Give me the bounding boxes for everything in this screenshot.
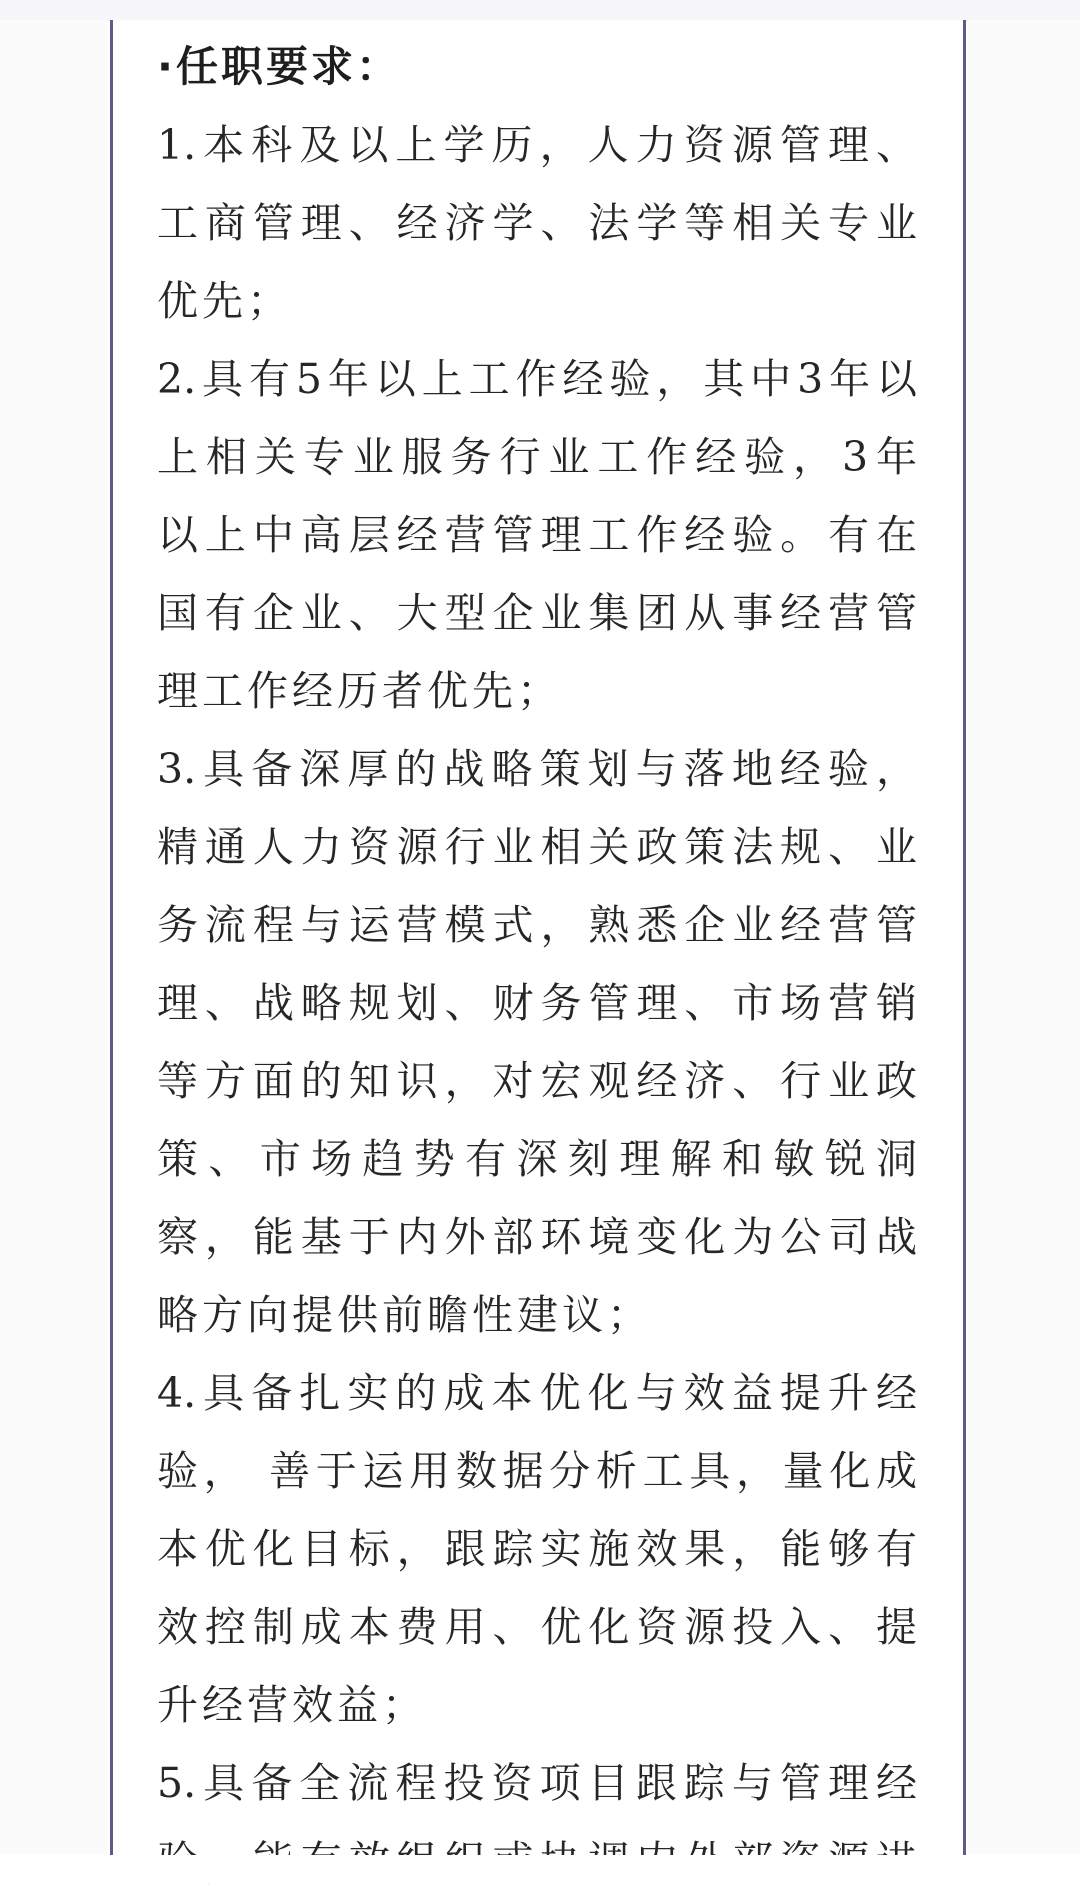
text-line: 理、战略规划、财务管理、市场营销 [157, 979, 917, 1027]
text-line: 理工作经历者优先； [157, 667, 562, 715]
text-line: 上相关专业服务行业工作经验，3年 [157, 433, 917, 481]
text-line: 3.具备深厚的战略策划与落地经验， [157, 745, 917, 793]
text-line: 国有企业、大型企业集团从事经营管 [157, 589, 917, 637]
text-line: 察，能基于内外部环境变化为公司战 [157, 1213, 917, 1261]
document-frame [110, 20, 966, 1855]
text-line: 验， 善于运用数据分析工具，量化成 [157, 1447, 917, 1495]
text-line: 4.具备扎实的成本优化与效益提升经 [157, 1369, 917, 1417]
text-line: 务流程与运营模式，熟悉企业经营管 [157, 901, 917, 949]
text-line: 工商管理、经济学、法学等相关专业 [157, 199, 917, 247]
requirements-section [157, 28, 917, 1900]
text-line: 1.本科及以上学历，人力资源管理、 [157, 121, 917, 169]
text-line: 效控制成本费用、优化资源投入、提 [157, 1603, 917, 1651]
text-line: 本优化目标，跟踪实施效果，能够有 [157, 1525, 917, 1573]
top-edge [0, 0, 1080, 21]
section-heading: ·任职要求： [157, 42, 401, 91]
text-line: 等方面的知识，对宏观经济、行业政 [157, 1057, 917, 1105]
text-line: 精通人力资源行业相关政策法规、业 [157, 823, 917, 871]
left-margin [0, 20, 108, 1855]
text-line: 升经营效益； [157, 1681, 427, 1729]
text-line: 策、市场趋势有深刻理解和敏锐洞 [157, 1135, 917, 1183]
text-line: 以上中高层经营管理工作经验。有在 [157, 511, 917, 559]
right-margin [968, 20, 1080, 1855]
text-line: 略方向提供前瞻性建议； [157, 1291, 652, 1339]
bottom-edge [0, 1855, 1080, 1883]
text-line: 2.具有5年以上工作经验，其中3年以 [157, 355, 917, 403]
text-line: 5.具备全流程投资项目跟踪与管理经 [157, 1759, 917, 1807]
text-line: 优先； [157, 277, 292, 325]
